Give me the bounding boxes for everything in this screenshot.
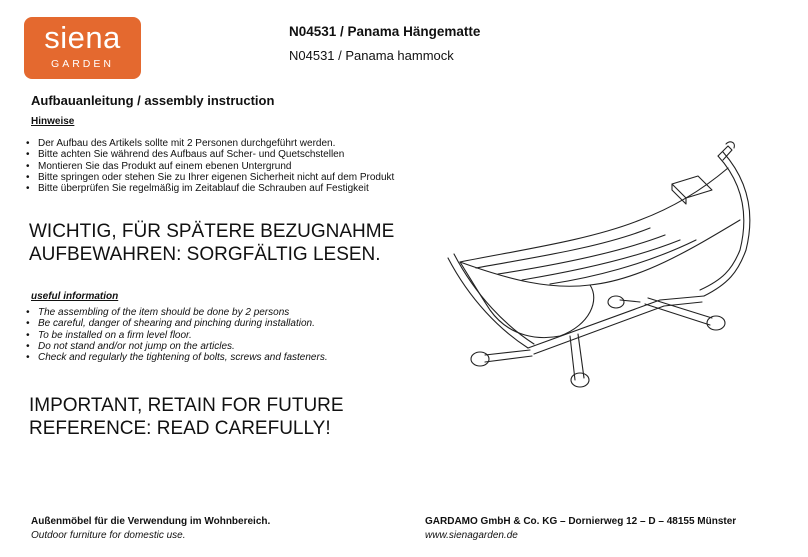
list-item: • Check and regularly the tightening of bolts, screws and fasteners.: [24, 352, 328, 363]
notes-list-en: [24, 307, 328, 363]
hammock-illustration: [440, 140, 770, 400]
notes-list-de: [24, 138, 394, 194]
notes-heading-en: useful information: [31, 291, 119, 302]
list-item: • Be careful, danger of shearing and pinching during installation.: [24, 318, 328, 329]
list-item: • Der Aufbau des Artikels sollte mit 2 Personen durchgeführt werden.: [24, 138, 394, 149]
footer-usage-de: Außenmöbel für die Verwendung im Wohnbereich.: [31, 516, 271, 527]
warning-de-line1: WICHTIG, FÜR SPÄTERE BEZUGNAHME: [29, 221, 395, 242]
product-title-de: N04531 / Panama Hängematte: [289, 24, 481, 39]
list-item: • Do not stand and/or not jump on the articles.: [24, 341, 328, 352]
siena-garden-logo: [24, 17, 141, 79]
footer-company: GARDAMO GmbH & Co. KG – Dornierweg 12 – D – 48155 Münster: [425, 516, 737, 527]
footer-usage-en: Outdoor furniture for domestic use.: [31, 530, 186, 541]
warning-en-line1: IMPORTANT, RETAIN FOR FUTURE: [29, 395, 344, 416]
list-item: • Bitte überprüfen Sie regelmäßig im Zeitablauf die Schrauben auf Festigkeit: [24, 183, 394, 194]
footer-website[interactable]: www.sienagarden.de: [425, 530, 518, 541]
warning-de-line2: AUFBEWAHREN: SORGFÄLTIG LESEN.: [29, 244, 381, 265]
list-item: • Montieren Sie das Produkt auf einem ebenen Untergrund: [24, 161, 394, 172]
list-item: • To be installed on a firm level floor.: [24, 330, 328, 341]
list-item: • Bitte springen oder stehen Sie zu Ihrer eigenen Sicherheit nicht auf dem Produkt: [24, 172, 394, 183]
notes-heading-de: Hinweise: [31, 116, 75, 127]
warning-de: [29, 220, 394, 266]
logo-word: siena: [44, 20, 121, 55]
section-title: Aufbauanleitung / assembly instruction: [31, 93, 275, 108]
logo-sub: GARDEN: [51, 58, 114, 70]
list-item: • Bitte achten Sie während des Aufbaus auf Scher- und Quetschstellen: [24, 149, 394, 160]
list-item: • The assembling of the item should be done by 2 persons: [24, 307, 328, 318]
product-title-en: N04531 / Panama hammock: [289, 48, 454, 63]
warning-en: [29, 394, 344, 440]
warning-en-line2: REFERENCE: READ CAREFULLY!: [29, 418, 331, 439]
